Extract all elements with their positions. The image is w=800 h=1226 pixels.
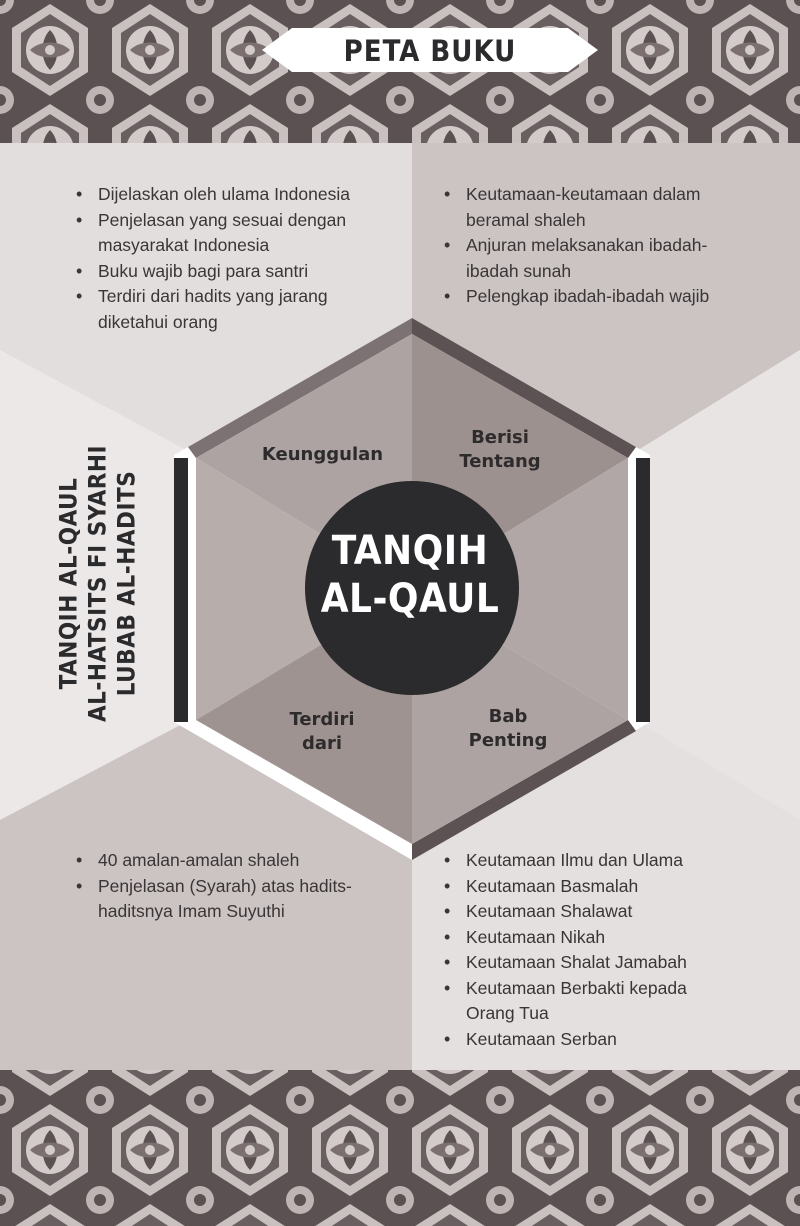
list-item: • Keutamaan Ilmu dan Ulama	[440, 848, 740, 874]
center-title-line-1: TANQIH	[331, 528, 489, 574]
label-keunggulan: Keunggulan	[261, 444, 384, 465]
label-terdiri-dari	[262, 708, 382, 756]
list-item: • Penjelasan yang sesuai dengan masyarakat Indonesia	[72, 208, 382, 259]
list-item: • Dijelaskan oleh ulama Indonesia	[72, 182, 382, 208]
label-berisi-tentang	[440, 426, 560, 474]
berisi-tentang-list	[440, 182, 740, 310]
list-item: • Keutamaan Serban	[440, 1027, 740, 1053]
list-item: • Penjelasan (Syarah) atas hadits-haditsnya Imam Suyuthi	[72, 874, 372, 925]
label-bab-line-1: Bab	[488, 706, 528, 727]
list-item: • Keutamaan Nikah	[440, 925, 740, 951]
book-title-line-3: LUBAB AL-HADITS	[112, 470, 141, 697]
book-full-title	[55, 404, 142, 764]
label-bab-line-2: Penting	[468, 730, 548, 751]
list-item: • Keutamaan Basmalah	[440, 874, 740, 900]
terdiri-dari-list	[72, 848, 372, 925]
list-item: • Keutamaan-keutamaan dalam beramal shaleh	[440, 182, 740, 233]
bab-penting-list	[440, 848, 740, 1052]
keunggulan-list	[72, 182, 382, 335]
center-title	[305, 527, 515, 623]
page-title: PETA BUKU	[343, 34, 517, 68]
label-terdiri-line-1: Terdiri	[289, 709, 355, 730]
list-item: • Keutamaan Shalat Jamabah	[440, 950, 740, 976]
list-item: • Terdiri dari hadits yang jarang diketahui orang	[72, 284, 382, 335]
list-item: • Pelengkap ibadah-ibadah wajib	[440, 284, 740, 310]
center-title-line-2: AL-QAUL	[320, 576, 500, 622]
label-terdiri-line-2: dari	[301, 733, 343, 754]
list-item: • Keutamaan Shalawat	[440, 899, 740, 925]
book-title-line-1: TANQIH AL-QAUL	[54, 477, 83, 690]
list-item: • Keutamaan Berbakti kepada Orang Tua	[440, 976, 740, 1027]
bottom-ornament-band	[0, 1070, 800, 1226]
list-item: • Anjuran melaksanakan ibadah-ibadah sunah	[440, 233, 740, 284]
list-item: • Buku wajib bagi para santri	[72, 259, 382, 285]
label-berisi-line-1: Berisi	[471, 427, 529, 448]
list-item: • 40 amalan-amalan shaleh	[72, 848, 372, 874]
label-berisi-line-2: Tentang	[459, 451, 541, 472]
book-title-line-2: AL-HATSITS FI SYARHI	[83, 444, 112, 723]
label-bab-penting	[448, 705, 568, 753]
